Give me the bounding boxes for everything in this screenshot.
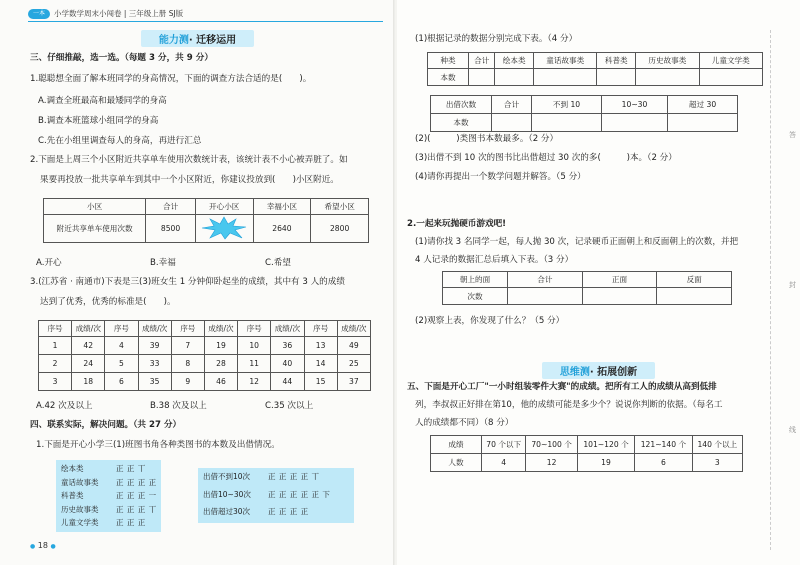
t6-row-label: 次数 [443,288,508,305]
book-type-table [427,52,763,86]
t5-header: 超过 30 [668,96,738,114]
t4-blank-cell [699,69,762,86]
borrow-count-table [430,95,738,132]
left-page [0,0,395,565]
t5-header: 10~30 [601,96,667,114]
t3-cell: 39 [138,337,171,355]
t7-header: 121~140 个 [635,436,692,454]
t3-header: 成绩/次 [204,321,237,337]
r4-text: (4)请你再提出一个数学问题并解答。（5 分） [415,172,586,182]
book-type-label: 绘本类 [61,464,84,473]
section-title-a: 能力测 [158,35,189,46]
t7-header: 101~120 个 [577,436,634,454]
q2-option-b: B.幸福 [150,258,176,268]
t3-cell: 2 [39,355,72,373]
r1-text: (1)根据记录的数据分别完成下表。（4 分） [415,34,578,44]
t3-cell: 3 [39,373,72,391]
t3-cell: 33 [138,355,171,373]
t2-row-label: 附近共享单车使用次数 [44,215,146,243]
book-count-box [56,460,161,532]
p5-text-2: 列，李叔叔正好排在第10，他的成绩可能是多少个？说说你判断的依据。（每名工 [415,400,723,410]
r2-text: (2)( )类图书本数最多。（2 分） [415,134,559,144]
tally-marks: 正 正 正 丅 [116,504,157,514]
borrow-range-label: 出借10~30次 [203,489,251,499]
t4-blank-cell [597,69,636,86]
t3-header: 序号 [105,321,138,337]
t3-cell: 4 [105,337,138,355]
t7-cell: 6 [635,454,692,472]
t5-blank-cell [601,114,667,132]
t2-header: 合计 [146,199,196,215]
t4-header: 种类 [428,53,469,69]
t7-header: 140 个以上 [692,436,742,454]
tally-marks: 正 正 丅 [116,464,146,473]
p2-text-2: 4 人记录的数据汇总后填入下表。（3 分） [415,255,574,265]
t5-blank-cell [532,114,602,132]
t7-cell: 4 [482,454,526,472]
q1-option-b: B.调查本班篮球小组同学的身高 [38,116,159,126]
ink-stain-icon [201,216,247,240]
tally-marks: 正 正 正 正 [116,477,157,487]
section2-title-a: 思维测 [559,367,590,378]
t5-blank-cell [668,114,738,132]
bike-usage-table [43,198,369,243]
t4-header: 合计 [469,53,495,69]
r3-text: (3)出借不到 10 次的图书比出借超过 30 次的多( )本。（2 分） [415,153,677,163]
q3-text-2: 达到了优秀，优秀的标准是( )。 [40,297,176,307]
t6-header: 反面 [657,272,732,288]
tally-marks: 正 正 正 一 [116,491,157,500]
t4-blank-cell [534,69,597,86]
header-title: 小学数学周末小闯卷 | 三年级上册 SJ版 [54,9,184,18]
t3-header: 序号 [171,321,204,337]
coin-toss-table [442,271,732,305]
t3-header: 成绩/次 [138,321,171,337]
t3-cell: 28 [204,355,237,373]
p2-text-1: (1)请你找 3 名同学一起，每人抛 30 次，记录硬币正面朝上和反面朝上的次数，并把 [415,237,739,247]
t3-cell: 12 [238,373,271,391]
t3-cell: 40 [271,355,304,373]
t3-cell: 9 [171,373,204,391]
t3-cell: 46 [204,373,237,391]
book-type-label: 历史故事类 [61,504,99,514]
t3-cell: 15 [304,373,337,391]
t4-row-label: 本数 [428,69,469,86]
t2-header: 开心小区 [195,199,253,215]
t4-blank-cell [469,69,495,86]
t3-header: 序号 [304,321,337,337]
t5-header: 不到 10 [532,96,602,114]
p41-text: 1.下面是开心小学三(1)班图书角各种类图书的本数及出借情况。 [36,440,280,450]
t2-cell: 8500 [146,215,196,243]
p2c-text: (2)观察上表，你发现了什么？（5 分） [415,316,565,326]
t5-header: 出借次数 [431,96,492,114]
p2-heading: 2.一起来玩抛硬币游戏吧! [407,219,507,229]
q2-option-a: A.开心 [36,258,62,268]
t2-header: 小区 [44,199,146,215]
q1-option-a: A.调查全班最高和最矮同学的身高 [38,96,167,106]
part3-heading: 三、仔细推敲，选一选。（每题 3 分，共 9 分） [30,53,213,63]
header-rule [28,21,383,22]
series-badge: 一本 [28,9,50,19]
t5-row-label: 本数 [431,114,492,132]
t3-cell: 25 [337,355,370,373]
t6-header: 合计 [508,272,583,288]
t3-cell: 8 [171,355,204,373]
borrow-count-box [198,468,354,523]
t6-blank-cell [582,288,657,305]
t3-header: 成绩/次 [271,321,304,337]
p5-text-3: 人的成绩都不同）（8 分） [415,418,514,428]
t3-cell: 1 [39,337,72,355]
section-title-thinking [397,362,800,379]
t6-blank-cell [508,288,583,305]
t7-cell: 19 [577,454,634,472]
t7-cell: 12 [526,454,577,472]
binding-label: 封 [789,281,796,289]
q3-option-c: C.35 次以上 [265,401,314,411]
q1-option-c: C.先在小组里调查每人的身高，再进行汇总 [38,136,202,146]
t4-header: 儿童文学类 [699,53,762,69]
assembly-score-table [430,435,743,472]
t5-header: 合计 [492,96,532,114]
t7-header: 70 个以下 [482,436,526,454]
t6-header: 正面 [582,272,657,288]
book-type-label: 童话故事类 [61,477,99,487]
section-title-b: · 迁移运用 [188,35,237,46]
section-title-ability [0,30,395,47]
t3-cell: 10 [238,337,271,355]
q1-text: 1.聪聪想全面了解本班同学的身高情况，下面的调查方法合适的是( )。 [30,74,312,84]
t2-header: 希望小区 [311,199,369,215]
t3-cell: 7 [171,337,204,355]
t7-cell: 3 [692,454,742,472]
binding-label: 答 [789,131,796,139]
t2-header: 幸福小区 [253,199,311,215]
book-type-label: 科普类 [61,491,84,500]
t4-header: 绘本类 [495,53,534,69]
part4-heading: 四、联系实际，解决问题。（共 27 分） [30,420,182,430]
t4-header: 童话故事类 [534,53,597,69]
t2-cell: 2640 [253,215,311,243]
q3-text-1: 3.(江苏省 · 南通市)下表是三(3)班女生 1 分钟仰卧起坐的成绩，其中有 3 人的成绩 [30,277,345,287]
t6-blank-cell [657,288,732,305]
tally-marks: 正 正 正 正 丅 [268,472,320,481]
t3-cell: 11 [238,355,271,373]
page-number: ● 18 ● [30,541,56,550]
p5-text-1: 五、下面是开心工厂"一小时组装零件大赛"的成绩。把所有工人的成绩从高到低排 [407,382,717,392]
borrow-range-label: 出借不到10次 [203,472,251,481]
t3-cell: 14 [304,355,337,373]
q2-option-c: C.希望 [265,258,291,268]
t3-cell: 35 [138,373,171,391]
q2-text-2: 果要再投放一批共享单车到其中一个小区附近，你建议投放到( )小区附近。 [40,175,339,185]
page-header [28,7,183,20]
tally-marks: 正 正 正 [116,518,146,527]
t3-cell: 18 [72,373,105,391]
t3-cell: 49 [337,337,370,355]
t3-header: 序号 [238,321,271,337]
t3-header: 成绩/次 [337,321,370,337]
t3-cell: 42 [72,337,105,355]
tally-marks: 正 正 正 正 正 下 [268,489,331,499]
q2-text-1: 2.下面是上周三个小区附近共享单车使用次数统计表，该统计表不小心被弄脏了。如 [30,155,348,165]
t2-cell-stained [195,215,253,243]
t3-cell: 24 [72,355,105,373]
t3-cell: 37 [337,373,370,391]
t3-cell: 36 [271,337,304,355]
tally-marks: 正 正 正 正 [268,507,309,516]
binding-line [770,30,772,550]
t3-cell: 19 [204,337,237,355]
right-page [397,0,800,565]
t4-blank-cell [495,69,534,86]
binding-label: 线 [789,426,796,434]
t5-blank-cell [492,114,532,132]
book-type-label: 儿童文学类 [61,518,99,527]
t3-cell: 5 [105,355,138,373]
borrow-range-label: 出借超过30次 [203,507,251,516]
t3-cell: 13 [304,337,337,355]
t6-header: 朝上的面 [443,272,508,288]
t3-cell: 44 [271,373,304,391]
page-number-value: 18 [37,541,48,550]
t4-header: 历史故事类 [636,53,699,69]
situp-score-table [38,320,371,391]
t7-header: 成绩 [431,436,482,454]
t3-header: 成绩/次 [72,321,105,337]
section2-title-b: · 拓展创新 [589,367,638,378]
q3-option-b: B.38 次及以上 [150,401,207,411]
t3-header: 序号 [39,321,72,337]
t2-cell: 2800 [311,215,369,243]
t4-header: 科普类 [597,53,636,69]
t7-header: 70~100 个 [526,436,577,454]
t4-blank-cell [636,69,699,86]
q3-option-a: A.42 次及以上 [36,401,93,411]
t3-cell: 6 [105,373,138,391]
t7-row-label: 人数 [431,454,482,472]
